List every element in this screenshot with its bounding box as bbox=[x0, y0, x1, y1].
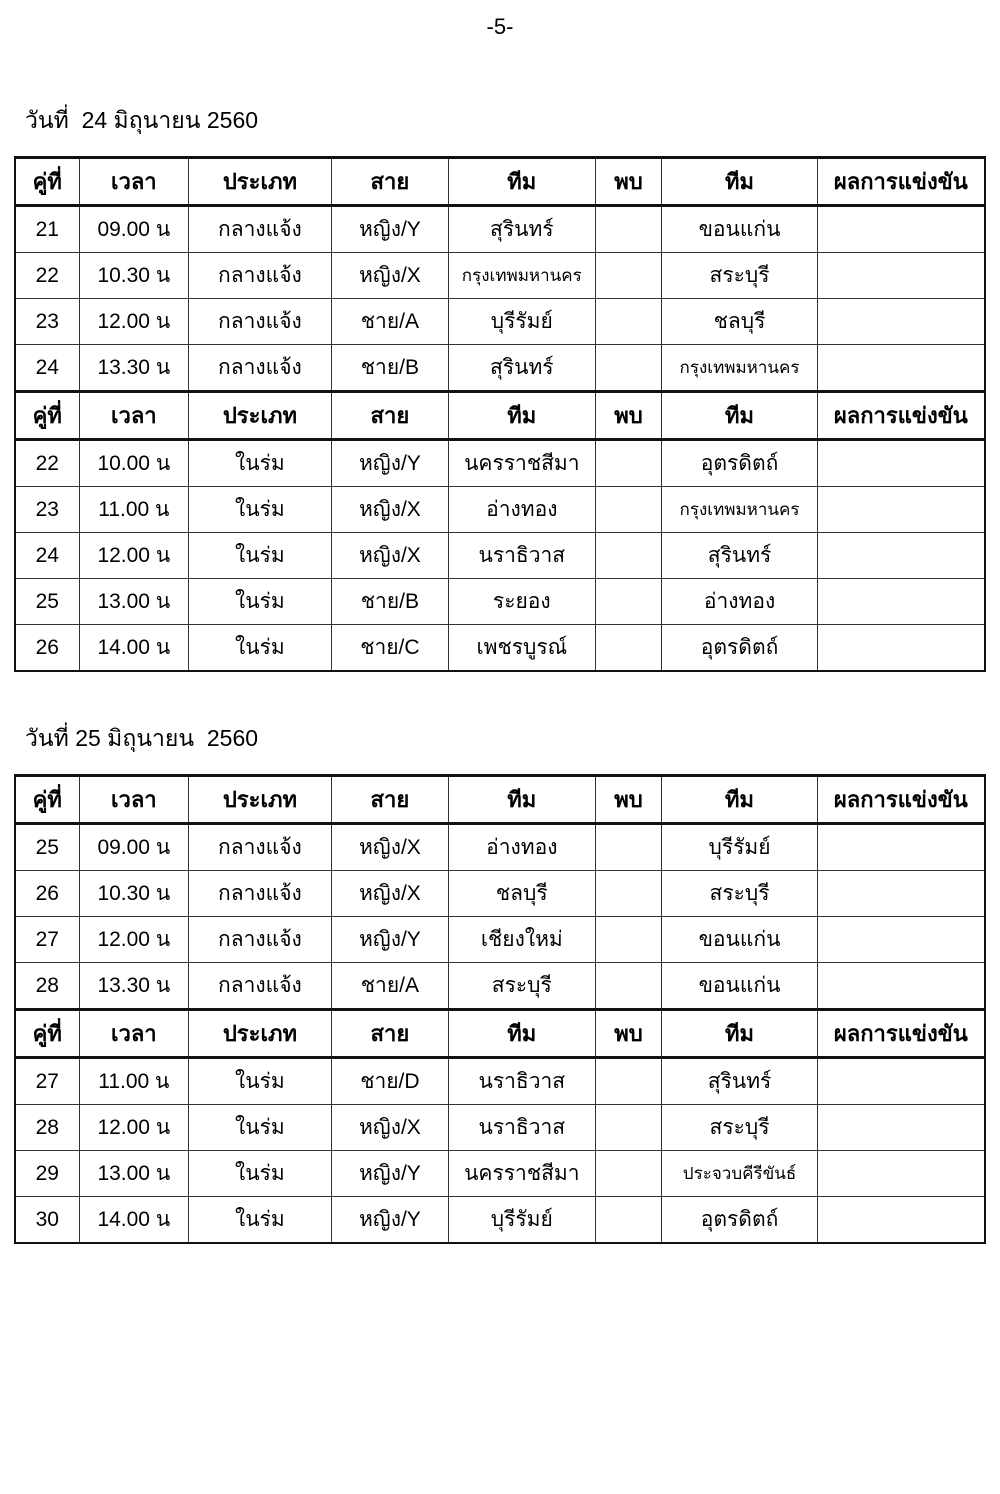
cell-group: หญิง/X bbox=[331, 1105, 448, 1151]
cell-team-a: สุรินทร์ bbox=[449, 206, 595, 253]
header-team-a: ทีม bbox=[449, 158, 595, 206]
match-row bbox=[15, 487, 985, 533]
cell-vs bbox=[595, 963, 662, 1010]
cell-category: กลางแจ้ง bbox=[189, 345, 332, 392]
cell-pair-no: 27 bbox=[15, 917, 79, 963]
match-row bbox=[15, 1197, 985, 1244]
header-team-a: ทีม bbox=[449, 1010, 595, 1058]
cell-pair-no: 26 bbox=[15, 871, 79, 917]
cell-team-b: ประจวบคีรีขันธ์ bbox=[662, 1151, 817, 1197]
cell-team-a: เพชรบูรณ์ bbox=[449, 625, 595, 672]
cell-category: ในร่ม bbox=[189, 487, 332, 533]
cell-vs bbox=[595, 1151, 662, 1197]
cell-team-b: อุตรดิตถ์ bbox=[662, 625, 817, 672]
cell-team-b: กรุงเทพมหานคร bbox=[662, 487, 817, 533]
cell-time: 13.30 น bbox=[79, 345, 189, 392]
cell-team-a: อ่างทอง bbox=[449, 487, 595, 533]
header-time: เวลา bbox=[79, 1010, 189, 1058]
cell-time: 09.00 น bbox=[79, 824, 189, 871]
cell-team-b: ขอนแก่น bbox=[662, 963, 817, 1010]
cell-team-b: สระบุรี bbox=[662, 253, 817, 299]
header-pair-no: คู่ที่ bbox=[15, 1010, 79, 1058]
cell-pair-no: 26 bbox=[15, 625, 79, 672]
cell-category: ในร่ม bbox=[189, 440, 332, 487]
cell-time: 13.00 น bbox=[79, 579, 189, 625]
cell-vs bbox=[595, 871, 662, 917]
header-category: ประเภท bbox=[189, 776, 332, 824]
cell-pair-no: 21 bbox=[15, 206, 79, 253]
cell-pair-no: 23 bbox=[15, 487, 79, 533]
header-team-b: ทีม bbox=[662, 1010, 817, 1058]
table-header-row bbox=[15, 1010, 985, 1058]
cell-result bbox=[817, 533, 985, 579]
header-group: สาย bbox=[331, 158, 448, 206]
cell-time: 09.00 น bbox=[79, 206, 189, 253]
header-team-a: ทีม bbox=[449, 776, 595, 824]
match-row bbox=[15, 824, 985, 871]
header-result: ผลการแข่งขัน bbox=[817, 1010, 985, 1058]
cell-pair-no: 25 bbox=[15, 824, 79, 871]
cell-vs bbox=[595, 487, 662, 533]
cell-vs bbox=[595, 1105, 662, 1151]
cell-category: ในร่ม bbox=[189, 1058, 332, 1105]
cell-category: กลางแจ้ง bbox=[189, 917, 332, 963]
cell-result bbox=[817, 206, 985, 253]
header-result: ผลการแข่งขัน bbox=[817, 776, 985, 824]
cell-result bbox=[817, 871, 985, 917]
cell-pair-no: 24 bbox=[15, 533, 79, 579]
match-row bbox=[15, 206, 985, 253]
match-row bbox=[15, 1151, 985, 1197]
cell-team-a: เชียงใหม่ bbox=[449, 917, 595, 963]
cell-team-a: บุรีรัมย์ bbox=[449, 299, 595, 345]
cell-vs bbox=[595, 440, 662, 487]
cell-group: หญิง/X bbox=[331, 487, 448, 533]
cell-team-a: ชลบุรี bbox=[449, 871, 595, 917]
cell-group: ชาย/A bbox=[331, 963, 448, 1010]
header-pair-no: คู่ที่ bbox=[15, 776, 79, 824]
cell-team-a: กรุงเทพมหานคร bbox=[449, 253, 595, 299]
table-header-row bbox=[15, 392, 985, 440]
cell-time: 10.30 น bbox=[79, 253, 189, 299]
header-category: ประเภท bbox=[189, 1010, 332, 1058]
cell-category: ในร่ม bbox=[189, 1105, 332, 1151]
cell-category: กลางแจ้ง bbox=[189, 824, 332, 871]
cell-result bbox=[817, 487, 985, 533]
cell-team-a: อ่างทอง bbox=[449, 824, 595, 871]
match-row bbox=[15, 1058, 985, 1105]
cell-time: 11.00 น bbox=[79, 1058, 189, 1105]
cell-result bbox=[817, 579, 985, 625]
cell-team-a: นราธิวาส bbox=[449, 1058, 595, 1105]
header-team-b: ทีม bbox=[662, 392, 817, 440]
cell-pair-no: 25 bbox=[15, 579, 79, 625]
header-time: เวลา bbox=[79, 776, 189, 824]
cell-time: 14.00 น bbox=[79, 1197, 189, 1244]
cell-category: ในร่ม bbox=[189, 1197, 332, 1244]
cell-team-b: สุรินทร์ bbox=[662, 533, 817, 579]
cell-team-a: ระยอง bbox=[449, 579, 595, 625]
cell-team-b: กรุงเทพมหานคร bbox=[662, 345, 817, 392]
cell-category: ในร่ม bbox=[189, 579, 332, 625]
cell-pair-no: 29 bbox=[15, 1151, 79, 1197]
cell-team-a: นครราชสีมา bbox=[449, 440, 595, 487]
header-pair-no: คู่ที่ bbox=[15, 158, 79, 206]
cell-vs bbox=[595, 345, 662, 392]
cell-group: หญิง/X bbox=[331, 824, 448, 871]
cell-group: ชาย/A bbox=[331, 299, 448, 345]
cell-group: หญิง/Y bbox=[331, 440, 448, 487]
cell-vs bbox=[595, 917, 662, 963]
cell-category: ในร่ม bbox=[189, 625, 332, 672]
page-number: -5- bbox=[486, 14, 514, 39]
header-time: เวลา bbox=[79, 392, 189, 440]
cell-group: หญิง/X bbox=[331, 533, 448, 579]
cell-result bbox=[817, 1058, 985, 1105]
cell-result bbox=[817, 1197, 985, 1244]
header-vs: พบ bbox=[595, 776, 662, 824]
match-row bbox=[15, 1105, 985, 1151]
cell-category: ในร่ม bbox=[189, 533, 332, 579]
cell-time: 10.00 น bbox=[79, 440, 189, 487]
cell-team-b: สระบุรี bbox=[662, 1105, 817, 1151]
cell-result bbox=[817, 1151, 985, 1197]
cell-team-a: นราธิวาส bbox=[449, 533, 595, 579]
cell-time: 12.00 น bbox=[79, 299, 189, 345]
match-row bbox=[15, 533, 985, 579]
schedule-table-25-june bbox=[14, 774, 986, 1244]
cell-group: หญิง/Y bbox=[331, 917, 448, 963]
cell-team-b: ชลบุรี bbox=[662, 299, 817, 345]
match-row bbox=[15, 917, 985, 963]
cell-result bbox=[817, 440, 985, 487]
cell-group: ชาย/C bbox=[331, 625, 448, 672]
cell-result bbox=[817, 299, 985, 345]
schedule-table-24-june bbox=[14, 156, 986, 672]
cell-group: หญิง/Y bbox=[331, 206, 448, 253]
date-heading-25-june: วันที่ 25 มิถุนายน 2560 bbox=[25, 725, 259, 751]
cell-category: กลางแจ้ง bbox=[189, 253, 332, 299]
header-group: สาย bbox=[331, 776, 448, 824]
cell-result bbox=[817, 345, 985, 392]
cell-result bbox=[817, 253, 985, 299]
match-row bbox=[15, 253, 985, 299]
cell-team-b: ขอนแก่น bbox=[662, 917, 817, 963]
cell-team-b: อุตรดิตถ์ bbox=[662, 1197, 817, 1244]
header-vs: พบ bbox=[595, 392, 662, 440]
cell-category: กลางแจ้ง bbox=[189, 871, 332, 917]
cell-team-b: อ่างทอง bbox=[662, 579, 817, 625]
cell-pair-no: 23 bbox=[15, 299, 79, 345]
cell-vs bbox=[595, 299, 662, 345]
header-vs: พบ bbox=[595, 158, 662, 206]
cell-team-a: นราธิวาส bbox=[449, 1105, 595, 1151]
cell-group: หญิง/X bbox=[331, 253, 448, 299]
cell-pair-no: 30 bbox=[15, 1197, 79, 1244]
header-time: เวลา bbox=[79, 158, 189, 206]
cell-team-b: อุตรดิตถ์ bbox=[662, 440, 817, 487]
cell-group: ชาย/B bbox=[331, 579, 448, 625]
cell-result bbox=[817, 963, 985, 1010]
cell-team-b: สระบุรี bbox=[662, 871, 817, 917]
cell-pair-no: 24 bbox=[15, 345, 79, 392]
header-team-a: ทีม bbox=[449, 392, 595, 440]
cell-pair-no: 28 bbox=[15, 1105, 79, 1151]
cell-vs bbox=[595, 1058, 662, 1105]
header-result: ผลการแข่งขัน bbox=[817, 158, 985, 206]
cell-time: 12.00 น bbox=[79, 917, 189, 963]
header-vs: พบ bbox=[595, 1010, 662, 1058]
cell-group: หญิง/Y bbox=[331, 1197, 448, 1244]
cell-vs bbox=[595, 625, 662, 672]
cell-category: กลางแจ้ง bbox=[189, 963, 332, 1010]
cell-result bbox=[817, 1105, 985, 1151]
cell-group: หญิง/X bbox=[331, 871, 448, 917]
match-row bbox=[15, 345, 985, 392]
cell-pair-no: 22 bbox=[15, 440, 79, 487]
date-heading-24-june: วันที่ 24 มิถุนายน 2560 bbox=[25, 107, 259, 133]
cell-pair-no: 27 bbox=[15, 1058, 79, 1105]
match-row bbox=[15, 579, 985, 625]
cell-time: 13.00 น bbox=[79, 1151, 189, 1197]
header-category: ประเภท bbox=[189, 392, 332, 440]
cell-pair-no: 22 bbox=[15, 253, 79, 299]
cell-team-a: นครราชสีมา bbox=[449, 1151, 595, 1197]
cell-result bbox=[817, 917, 985, 963]
header-team-b: ทีม bbox=[662, 776, 817, 824]
cell-vs bbox=[595, 579, 662, 625]
cell-team-a: สุรินทร์ bbox=[449, 345, 595, 392]
cell-vs bbox=[595, 824, 662, 871]
header-pair-no: คู่ที่ bbox=[15, 392, 79, 440]
match-row bbox=[15, 963, 985, 1010]
cell-group: หญิง/Y bbox=[331, 1151, 448, 1197]
match-row bbox=[15, 299, 985, 345]
match-row bbox=[15, 625, 985, 672]
cell-result bbox=[817, 824, 985, 871]
match-row bbox=[15, 440, 985, 487]
cell-time: 12.00 น bbox=[79, 1105, 189, 1151]
cell-group: ชาย/D bbox=[331, 1058, 448, 1105]
cell-team-b: ขอนแก่น bbox=[662, 206, 817, 253]
cell-time: 14.00 น bbox=[79, 625, 189, 672]
cell-group: ชาย/B bbox=[331, 345, 448, 392]
header-result: ผลการแข่งขัน bbox=[817, 392, 985, 440]
header-group: สาย bbox=[331, 1010, 448, 1058]
table-header-row bbox=[15, 776, 985, 824]
cell-vs bbox=[595, 533, 662, 579]
cell-result bbox=[817, 625, 985, 672]
cell-team-b: สุรินทร์ bbox=[662, 1058, 817, 1105]
table-header-row bbox=[15, 158, 985, 206]
match-row bbox=[15, 871, 985, 917]
header-category: ประเภท bbox=[189, 158, 332, 206]
cell-pair-no: 28 bbox=[15, 963, 79, 1010]
cell-time: 13.30 น bbox=[79, 963, 189, 1010]
cell-vs bbox=[595, 1197, 662, 1244]
cell-time: 10.30 น bbox=[79, 871, 189, 917]
cell-vs bbox=[595, 253, 662, 299]
cell-team-a: สระบุรี bbox=[449, 963, 595, 1010]
cell-time: 11.00 น bbox=[79, 487, 189, 533]
cell-team-b: บุรีรัมย์ bbox=[662, 824, 817, 871]
cell-category: ในร่ม bbox=[189, 1151, 332, 1197]
cell-vs bbox=[595, 206, 662, 253]
cell-category: กลางแจ้ง bbox=[189, 299, 332, 345]
cell-time: 12.00 น bbox=[79, 533, 189, 579]
header-group: สาย bbox=[331, 392, 448, 440]
header-team-b: ทีม bbox=[662, 158, 817, 206]
cell-team-a: บุรีรัมย์ bbox=[449, 1197, 595, 1244]
cell-category: กลางแจ้ง bbox=[189, 206, 332, 253]
